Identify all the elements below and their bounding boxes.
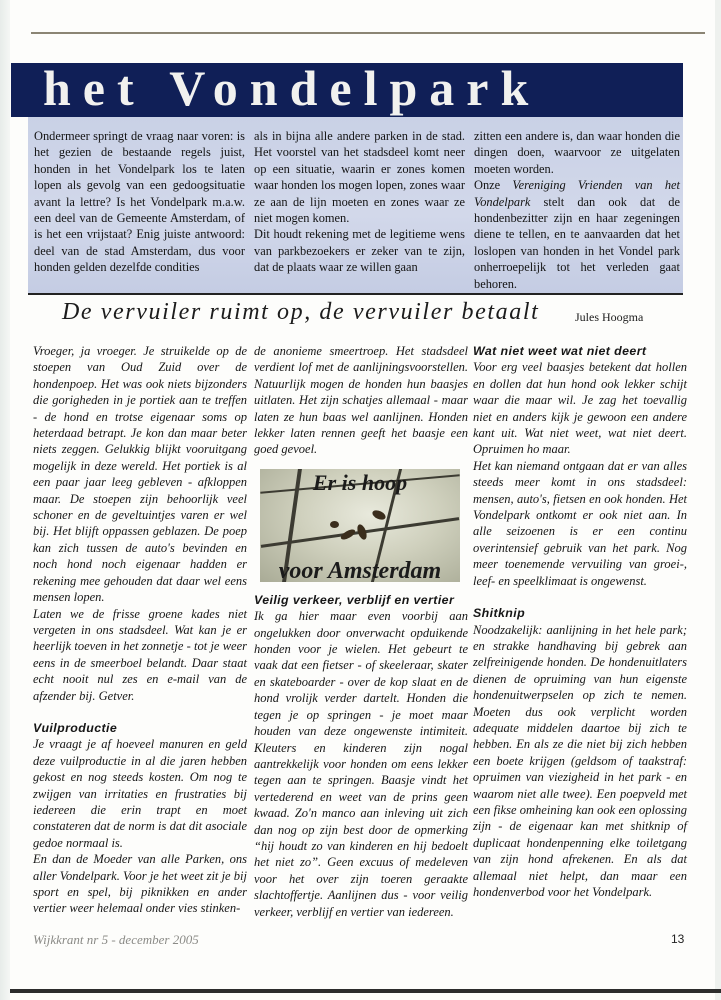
intro-paragraph: Ondermeer springt de vraag naar voren: is het gezien de bestaande regels juist, honden in het Vondelpark los te laten lopen als gevolg van een gedoogsituatie avant la lettre? Is het Vondelpark m.a.w. een deel van de Gemeente Amsterdam, of is het een vrijstaat? Enig juiste antwoord: deel van de stad Amsterdam, dus voor honden gelden dezelfde condities [34,129,245,275]
section-title: het Vondelpark [43,60,541,116]
photo-caption-bottom: voor Amsterdam [278,558,442,582]
article-paragraph: Ik ga hier maar even voorbij aan ongelukken door onverwacht opduikende honden voor je wielen. Het gebeurt te vaak dat een fietser - of skeeleraar, skater en skateboarder - over de kop slaat en de hond vrolijk verder dartelt. Honden die tegen je op springen - je moet maar houden van deze ongewenste intimiteit. Kleuters en kinderen zijn nogal aantrekkelijk voor honden om eens lekker tegen aan te springen. Baasje vindt het vertederend en weet van de prins geen kwaad. Zo'n manco aan inleving uit zich dan nog op zijn best door de opmerking “hij houdt zo van kinderen en hij bedoelt het niet zo”. Geen excuus of medeleven voor het over zijn toeren geraakte slachtoffertje. Aanlijnen dus - voor veilig verkeer, verblijf en vertier van iedereen. [254,609,468,919]
subheading-veilig-verkeer: Veilig verkeer, verblijf en vertier [254,592,455,607]
article-column-3 [473,343,687,900]
intro-paragraph: zitten een andere is, dan waar honden die dingen doen, waarvoor ze uitgelaten moeten worden. [474,129,680,176]
spacer [473,589,687,605]
article-paragraph: Noodzakelijk: aanlijning in het hele park; en strakke handhaving bij gebrek aan zelfreinigende honden. De hondenuitlaters dienen de opruiming van hun eigenste hondenuitwerpselen op zich te nemen. Moeten dus ook verplicht worden adequate middelen daartoe bij zich te hebben. En als ze die niet bij zich hebben een boete krijgen (geldsom of taakstraf: opruimen van viezigheid in het park - en waarom niet alle twee). Een poepveld met een fikse omheining kan ook een oplossing zijn - de eigenaar kan met shitknip of duplicaat hondenpenning elke toiletgang van zijn hond afrekenen. En als dat allemaal niet helpt, dan maar een hondenverbod voor het Vondelpark. [473,622,687,899]
photo-caption-top: Er is hoop [312,469,408,495]
intro-column-3 [474,128,680,292]
subheading-vuilproductie: Vuilproductie [33,720,118,735]
article-paragraph: Laten we de frisse groene kades niet vergeten in ons stadsdeel. Wat kan je er heerlijk toeven in het zonnetje - tot je weer eens in de smeerboel belandt. Daar staat echt nooit nul zes en e-mail van de afzender bij. Getver. [33,606,247,703]
intro-text: stelt dan ook dat de hondenbezitter zijn en haar zegeningen diene te tellen, en te aanvaarden dat het loslopen van honden in het Vondel park onherroepelijk tot het verleden gaat behoren. [474,194,680,291]
spacer [33,704,247,720]
article-paragraph: En dan de Moeder van alle Parken, ons aller Vondelpark. Voor je het weet zit je bij sport en spel, bij piknikken en ander vertier weer helemaal onder vies stinken- [33,852,247,916]
page-number: 13 [671,932,685,946]
dog-dropping [330,521,339,528]
subheading-wat-niet-weet: Wat niet weet wat niet deert [473,344,647,358]
intro-column-2 [254,128,465,276]
page-bottom-edge [10,989,721,993]
dog-dropping [371,508,387,521]
page-edge-left [0,0,10,1000]
article-author: Jules Hoogma [575,310,644,324]
footer-publication: Wijkkrant nr 5 - december 2005 [33,932,199,947]
association-name: Vereniging Vrienden van het Vondelpark [474,178,680,209]
subheading-shitknip: Shitknip [473,606,526,621]
article-title: De vervuiler ruimt op, de vervuiler betaalt [62,299,540,325]
article-paragraph: Het kan niemand ontgaan dat er van alles steeds meer komt in ons stadsdeel: mensen, auto's, fietsen en ook honden. Het Vondelpark ontkomt er ook niet aan. In alle seizoenen is er een continu overintensief gebruik van het park. Nog meer toenemende vervuiling van groei-, leef- en speelklimaat is ongewenst. [473,458,687,588]
street-photo [260,469,460,582]
article-paragraph: de anonieme smeertroep. Het stadsdeel verdient lof met de aanlijningsvoorstellen. Natuurlijk mogen de honden hun baasjes uitlaten. Het zijn schatjes allemaal - maar laten ze hun baas wel aanlijnen. Honden lekker laten rennen geeft het baasje een goed gevoel. [254,344,468,457]
intro-column-1 [34,128,245,276]
article-column-2 [254,343,468,920]
intro-paragraph: Dit houdt rekening met de legitieme wens van parkbezoekers er zeker van te zijn, dat de plaats waar ze willen gaan [254,227,465,275]
intro-rule [28,293,683,295]
article-paragraph: Vroeger, ja vroeger. Je struikelde op de stoepen van Oud Zuid over de hondenpoep. Het was ook niets bijzonders die gorigheden in je portiek aan te treffen - de hond en trotse eigenaar soms op heterdaad betrapt. Je kon dan maar beter niets zeggen. Gelukkig blijkt vooruitgang mogelijk in deze wereld. Het portiek is al een paar jaar leeg gebleven - afkloppen maar. De stoepen zijn behoorlijk veel schoner en de geveltuintjes varen er wel bij. Het blijft oppassen geblazen. De poep kan zich tussen de auto's bevinden en noch hond noch eigenaar hadden er rekening mee gehouden dat daar wel eens mensen lopen. [33,344,247,605]
intro-paragraph: als in bijna alle andere parken in de stad. Het voorstel van het stadsdeel komt neer op een situatie, waarin er zones komen waar honden los mogen lopen, zones waar ze aan de lijn moeten en zones waar ze niet mogen komen. [254,129,465,226]
article-paragraph: Voor erg veel baasjes betekent dat hollen en dollen dat hun hond ook lekker schijt waar die maar wil. Je zag het toevallig niet en anders kijk je gewoon een andere kant uit. Wat niet weet, wat niet deert. Opruimen ho maar. [473,360,687,457]
intro-text: Onze [474,178,513,193]
article-paragraph: Je vraagt je af hoeveel manuren en geld deze vuilproductie in al die jaren hebben gekost en nog steeds kosten. Om nog te zwijgen van irritaties en frustraties bij iedereen die erin trapt en moet constateren dat de norm is dat dit asociale gedoe normaal is. [33,737,247,850]
article-column-1 [33,343,247,917]
intro-paragraph [474,177,680,292]
top-rule [31,32,705,34]
page-edge-right [715,0,721,1000]
